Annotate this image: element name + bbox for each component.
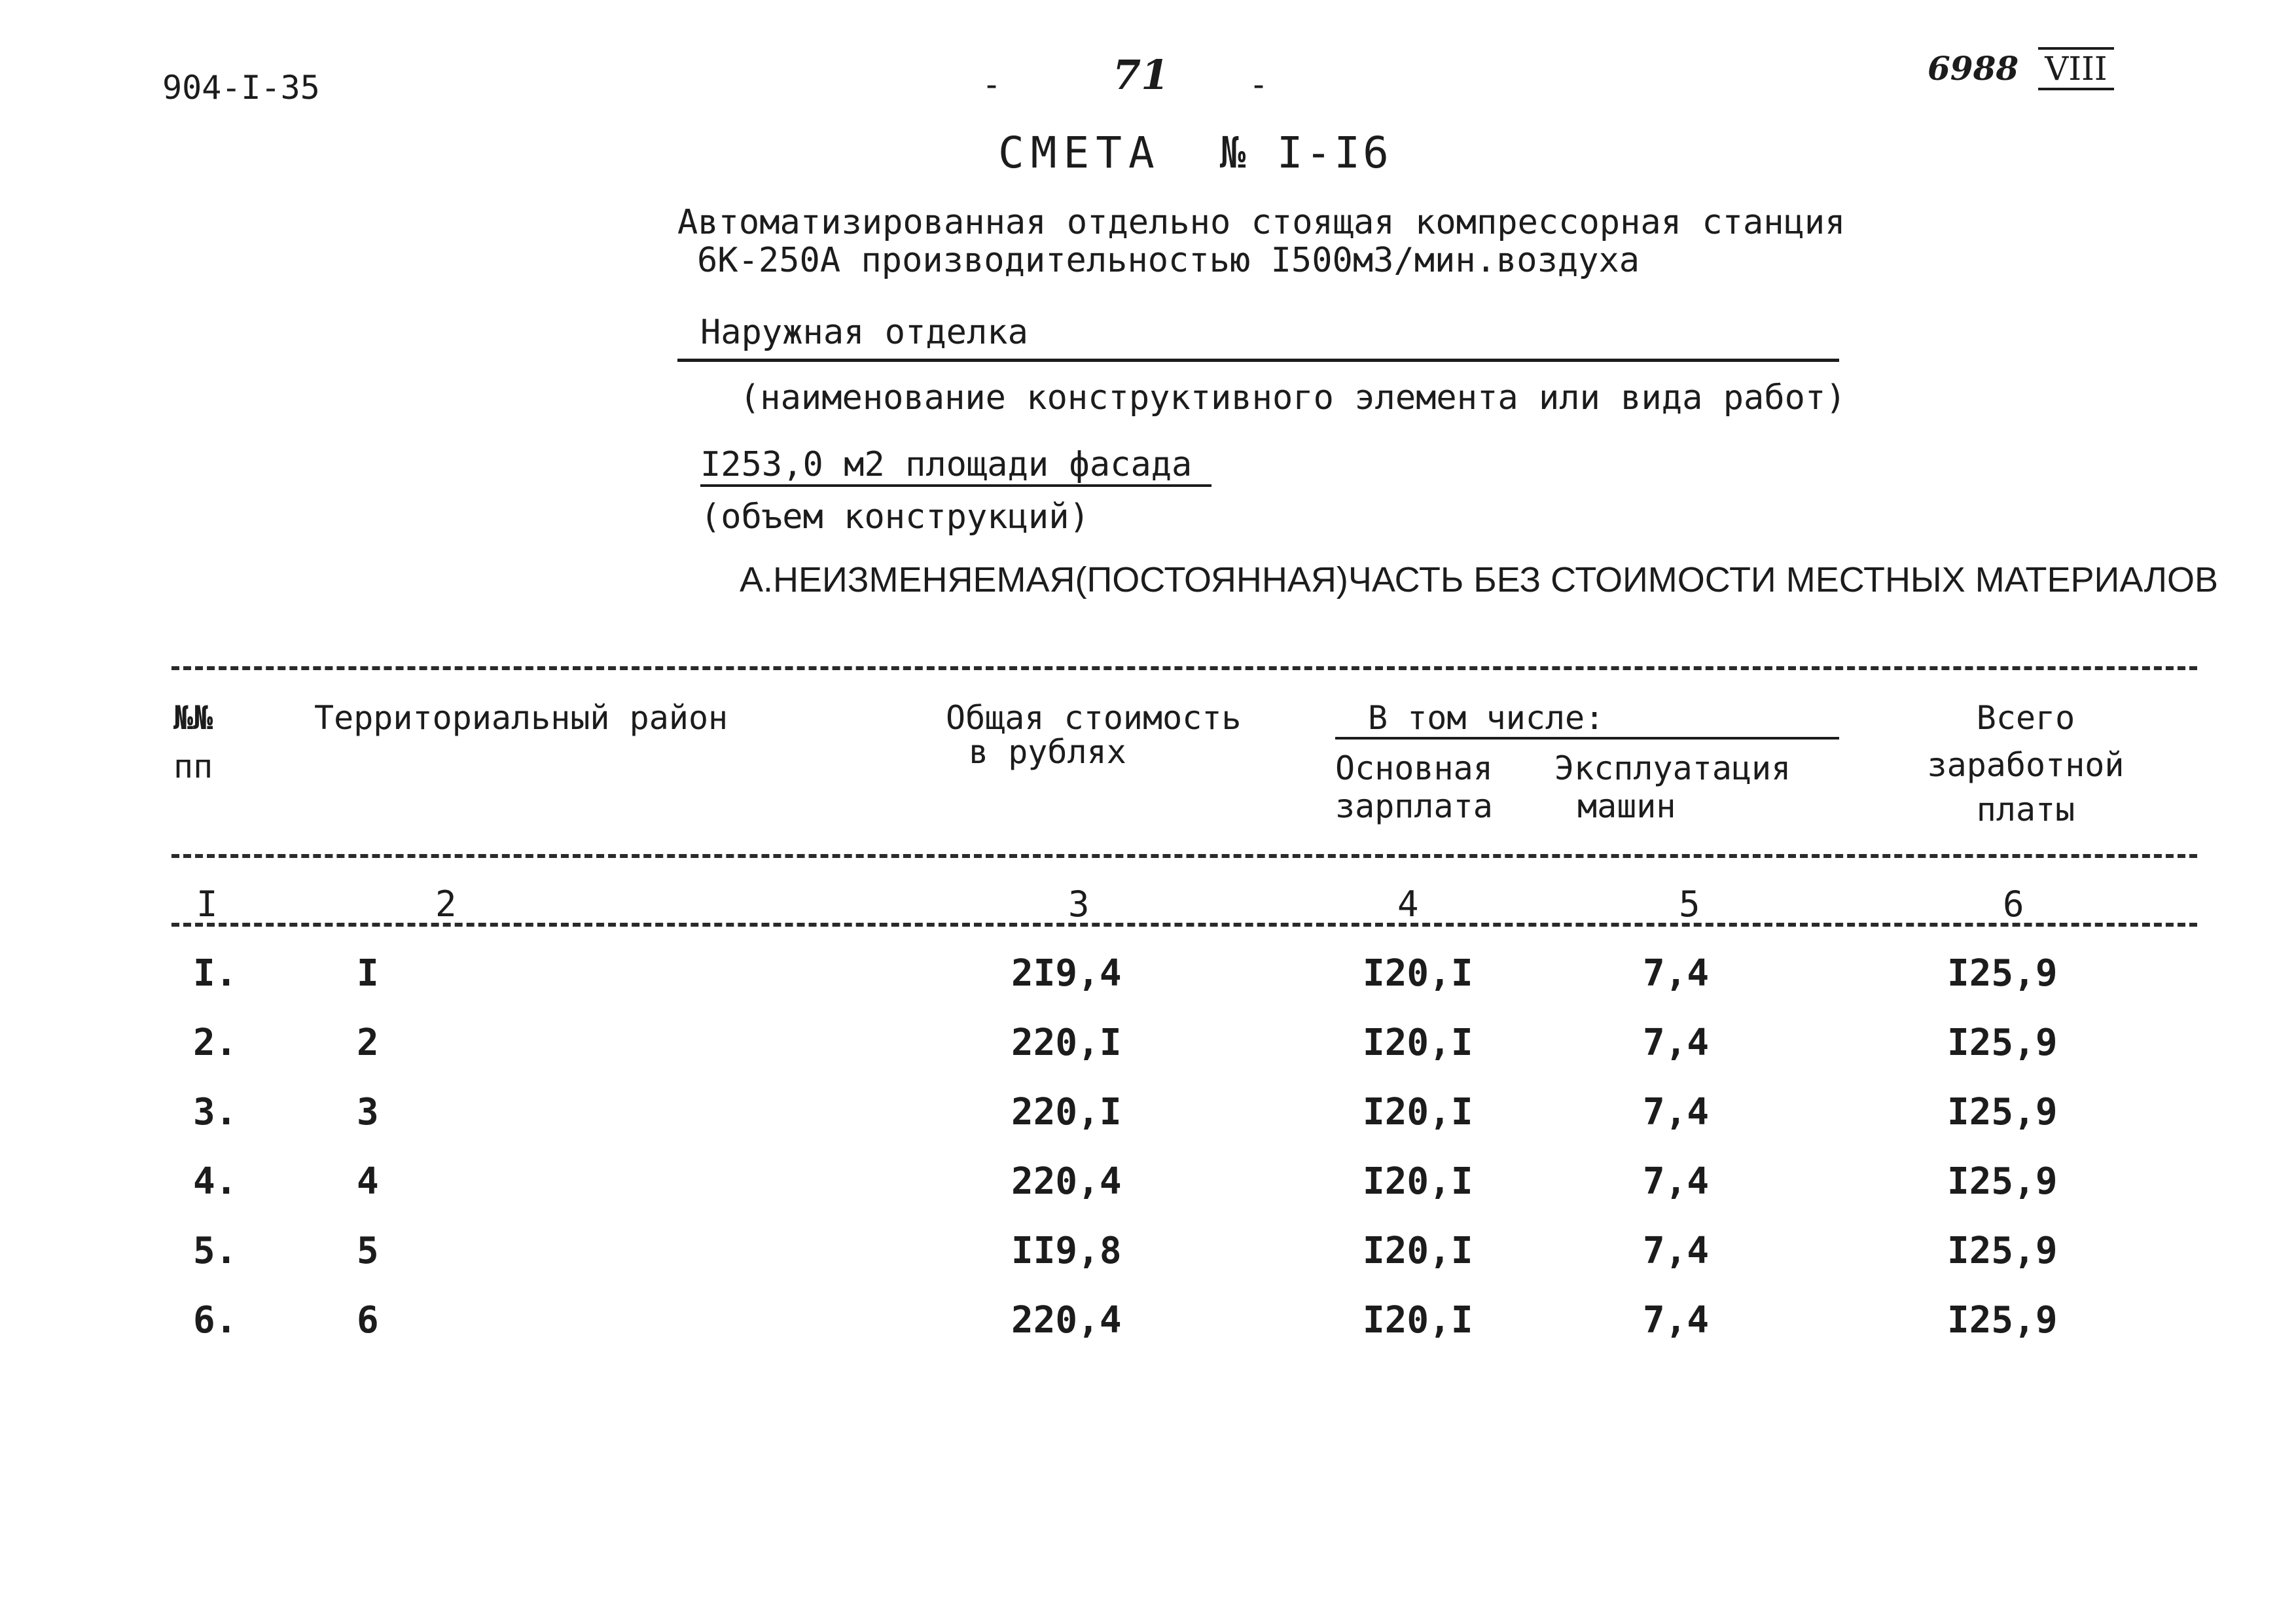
object-description-line1: Автоматизированная отдельно стоящая компрессорная станция [677,203,1846,242]
page-dash-right: - [1249,65,1269,103]
cell-machines: 7,4 [1643,1091,1710,1133]
column-number-6: 6 [2003,883,2024,925]
cell-total: 220,I [1011,1091,1122,1133]
table-row [0,952,2296,1018]
cell-total: 2I9,4 [1011,952,1122,995]
volume-value: I253,0 м2 площади фасада [700,445,1211,487]
cell-district: 3 [357,1091,379,1133]
cell-district: 5 [357,1230,379,1272]
cell-district: I [357,952,379,995]
cell-num: 2. [193,1022,238,1064]
volume-caption: (объем конструкций) [700,497,1090,537]
cell-wages: I25,9 [1947,1091,2058,1133]
document-code: 904-I-35 [162,69,320,107]
table-row [0,1230,2296,1295]
table-header-rule [171,854,2197,858]
cell-num: 5. [193,1230,238,1272]
cell-num: 3. [193,1091,238,1133]
header-total-line1: Общая стоимость [946,699,1242,737]
header-machines-line2: машин [1577,787,1676,825]
header-wages-line3: платы [1976,791,2075,829]
cell-wages: I25,9 [1947,1022,2058,1064]
cell-machines: 7,4 [1643,1160,1710,1203]
document-title [998,128,1391,178]
header-num-line2: пп [173,747,213,785]
page-number: 71 [1113,51,1170,99]
archive-stamp [1928,47,2114,90]
element-name-underline [677,359,1839,362]
cell-salary: I20,I [1363,1299,1473,1342]
header-wages [1921,699,2130,829]
cell-machines: 7,4 [1643,1230,1710,1272]
title-number: № I-I6 [1219,128,1391,178]
header-salary-line2: зарплата [1335,787,1493,825]
cell-salary: I20,I [1363,1230,1473,1272]
header-total-cost [946,699,1242,771]
header-machines [1554,749,1791,825]
table-row [0,1022,2296,1087]
element-name: Наружная отделка [700,313,1028,352]
table-row [0,1299,2296,1364]
header-wages-line2: заработной [1927,746,2125,784]
cell-machines: 7,4 [1643,1022,1710,1064]
cell-wages: I25,9 [1947,952,2058,995]
cell-total: 220,I [1011,1022,1122,1064]
header-total-line2: в рублях [969,733,1126,771]
header-salary-line1: Основная [1335,749,1493,787]
cell-num: 4. [193,1160,238,1203]
cell-num: 6. [193,1299,238,1342]
header-including: В том числе: [1368,699,1605,737]
column-number-3: 3 [1068,883,1090,925]
section-heading: А.НЕИЗМЕНЯЕМАЯ(ПОСТОЯННАЯ)ЧАСТЬ БЕЗ СТОИМОСТИ МЕСТНЫХ МАТЕРИАЛОВ [740,560,2219,599]
element-caption: (наименование конструктивного элемента или вида работ) [740,378,1846,418]
header-num [173,699,213,785]
cell-num: I. [193,952,238,995]
cell-district: 6 [357,1299,379,1342]
archive-number: 6988 [1928,49,2019,88]
header-salary [1335,749,1493,825]
header-machines-line1: Эксплуатация [1554,749,1791,787]
header-including-underline [1335,737,1839,740]
cell-machines: 7,4 [1643,952,1710,995]
header-wages-line1: Всего [1976,699,2075,737]
table-top-rule [171,666,2197,670]
header-num-line1: №№ [173,699,213,737]
cell-salary: I20,I [1363,1091,1473,1133]
column-numbers-rule [171,923,2197,927]
object-description-line2: 6К-250А производительностью I500м3/мин.воздуха [697,241,1640,280]
cell-district: 2 [357,1022,379,1064]
column-number-4: 4 [1397,883,1419,925]
cell-salary: I20,I [1363,1022,1473,1064]
title-word: СМЕТА [998,128,1161,178]
header-district: Территориальный район [314,699,728,737]
cell-salary: I20,I [1363,952,1473,995]
cell-wages: I25,9 [1947,1160,2058,1203]
cell-wages: I25,9 [1947,1299,2058,1342]
column-number-2: 2 [435,883,457,925]
cell-salary: I20,I [1363,1160,1473,1203]
table-row [0,1091,2296,1156]
column-number-1: I [196,883,218,925]
cell-district: 4 [357,1160,379,1203]
page-dash-left: - [982,65,1002,103]
cell-machines: 7,4 [1643,1299,1710,1342]
cell-total: 220,4 [1011,1299,1122,1342]
cell-wages: I25,9 [1947,1230,2058,1272]
cell-total: II9,8 [1011,1230,1122,1272]
table-row [0,1160,2296,1226]
cell-total: 220,4 [1011,1160,1122,1203]
column-number-5: 5 [1679,883,1700,925]
album-number: VIII [2038,47,2113,90]
